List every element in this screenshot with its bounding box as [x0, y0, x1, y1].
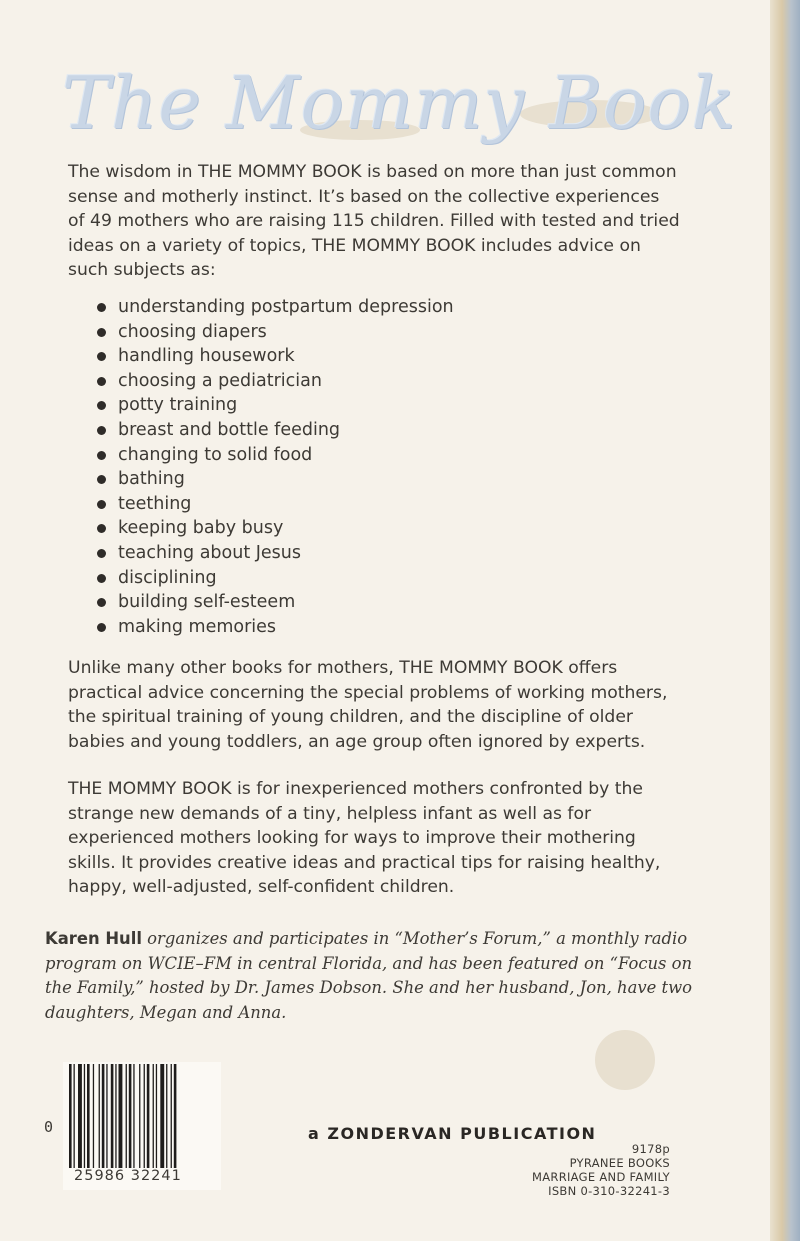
list-item: potty training	[94, 393, 454, 418]
bullet-icon	[97, 328, 106, 337]
barcode-bar	[129, 1064, 132, 1168]
barcode-bar	[166, 1064, 167, 1168]
bullet-icon	[97, 352, 106, 361]
bullet-icon	[97, 426, 106, 435]
product-code: 9178p	[631, 1142, 670, 1156]
bullet-icon	[97, 451, 106, 460]
barcode-bar	[156, 1064, 157, 1168]
list-item: choosing a pediatrician	[94, 369, 454, 394]
description-paragraph: Unlike many other books for mothers, THE MOMMY BOOK offers practical advice concerning the special problems of working mothers, the spiritual training of young children, and the discipline of older babies and young toddlers, an age group often ignored by experts.	[68, 658, 668, 752]
list-item: handling housework	[94, 344, 454, 369]
barcode-bar	[133, 1064, 134, 1168]
barcode-bar	[160, 1064, 164, 1168]
list-item: disciplining	[94, 566, 454, 591]
isbn: ISBN 0-310-32241-3	[548, 1184, 670, 1198]
list-item: building self-esteem	[94, 590, 454, 615]
author-bio-text: organizes and participates in “Mother’s Forum,” a monthly radio program on WCIE–FM in central Florida, and has been featured on “Focus on the Family,” hosted by Dr. James Dobson. She and her husband, Jon, have two daughters, Megan and Anna.	[45, 929, 693, 1022]
barcode-bar	[119, 1064, 123, 1168]
list-item: keeping baby busy	[94, 516, 454, 541]
book-title: The Mommy Book	[62, 61, 737, 145]
barcode-bar	[115, 1064, 116, 1168]
bullet-icon	[97, 500, 106, 509]
barcode-bar	[126, 1064, 127, 1168]
bullet-icon	[97, 598, 106, 607]
list-item: teaching about Jesus	[94, 541, 454, 566]
barcode-bars-icon	[69, 1064, 217, 1172]
topics-list	[94, 295, 454, 639]
barcode-bar	[171, 1064, 172, 1168]
bullet-icon	[97, 549, 106, 558]
barcode-bar	[174, 1064, 177, 1168]
barcode-bar	[84, 1064, 85, 1168]
list-item: changing to solid food	[94, 443, 454, 468]
barcode-bar	[111, 1064, 114, 1168]
book-spine-edge	[770, 0, 800, 1241]
barcode-bar	[69, 1064, 72, 1168]
list-item: breast and bottle feeding	[94, 418, 454, 443]
bullet-icon	[97, 401, 106, 410]
barcode-bar	[87, 1064, 90, 1168]
list-item: bathing	[94, 467, 454, 492]
bullet-icon	[97, 377, 106, 386]
barcode-bar	[139, 1064, 140, 1168]
barcode-bar	[99, 1064, 100, 1168]
barcode-bar	[106, 1064, 107, 1168]
barcode-prefix: 0	[44, 1118, 54, 1136]
barcode-bar	[144, 1064, 145, 1168]
bullet-icon	[97, 623, 106, 632]
barcode-bar	[102, 1064, 105, 1168]
description-paragraph: THE MOMMY BOOK is for inexperienced mothers confronted by the strange new demands of a tiny, helpless infant as well as for experienced mothers looking for ways to improve their mothering skills. It provides creative ideas and practical tips for raising healthy, happy, well-adjusted, self-confident children.	[68, 779, 661, 898]
barcode-bar	[147, 1064, 150, 1168]
author-name: Karen Hull	[45, 929, 142, 948]
barcode-digits: 25986 32241	[74, 1168, 182, 1184]
publisher-imprint: a ZONDERVAN PUBLICATION	[308, 1124, 597, 1143]
bullet-icon	[97, 475, 106, 484]
list-item: understanding postpartum depression	[94, 295, 454, 320]
list-item: making memories	[94, 615, 454, 640]
bullet-icon	[97, 303, 106, 312]
list-item: teething	[94, 492, 454, 517]
list-item: choosing diapers	[94, 320, 454, 345]
bullet-icon	[97, 524, 106, 533]
paper-stain	[595, 1030, 655, 1090]
barcode-bar	[153, 1064, 154, 1168]
author-bio	[45, 927, 705, 1025]
bullet-icon	[97, 574, 106, 583]
intro-paragraph: The wisdom in THE MOMMY BOOK is based on more than just common sense and motherly instinct. It’s based on the collective experiences of 49 mothers who are raising 115 children. Filled with tested and tried ideas on a variety of topics, THE MOMMY BOOK includes advice on such subjects as:	[68, 162, 680, 281]
barcode-bar	[93, 1064, 94, 1168]
category-label: MARRIAGE AND FAMILY	[532, 1170, 670, 1184]
publication-info	[532, 1142, 670, 1198]
series-name: PYRANEE BOOKS	[569, 1156, 670, 1170]
barcode-bar	[78, 1064, 82, 1168]
barcode-bar	[74, 1064, 75, 1168]
